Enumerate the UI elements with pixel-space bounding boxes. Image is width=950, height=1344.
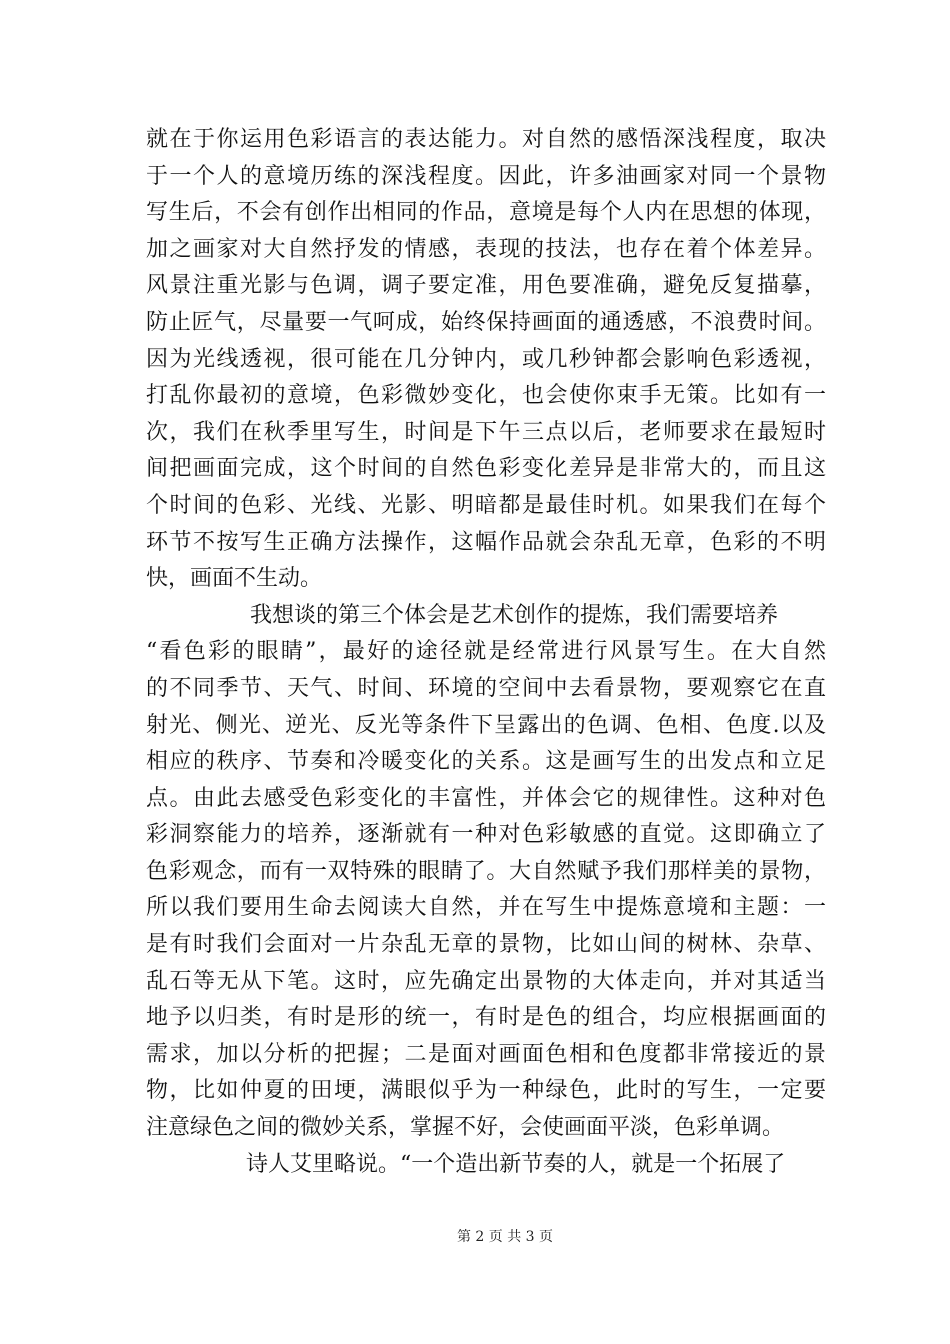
text-line: 打乱你最初的意境，色彩微妙变化，也会使你束手无策。比如有一 bbox=[146, 383, 826, 409]
text-line: 是有时我们会面对一片杂乱无章的景物，比如山间的树林、杂草、 bbox=[146, 932, 826, 958]
text-line: 加之画家对大自然抒发的情感，表现的技法，也存在着个体差异。 bbox=[146, 236, 826, 262]
text-line: 快，画面不生动。 bbox=[146, 566, 323, 592]
text-line: 的不同季节、天气、时间、环境的空间中去看景物，要观察它在直 bbox=[146, 675, 826, 701]
text-line: 色彩观念，而有一双特殊的眼睛了。大自然赋予我们那样美的景物， bbox=[146, 858, 826, 884]
text-line: 物，比如仲夏的田埂，满眼似乎为一种绿色，此时的写生，一定要 bbox=[146, 1078, 826, 1104]
text-line: 写生后，不会有创作出相同的作品，意境是每个人内在思想的体现， bbox=[146, 200, 826, 226]
text-line: 彩洞察能力的培养，逐渐就有一种对色彩敏感的直觉。这即确立了 bbox=[146, 822, 826, 848]
text-line: 个时间的色彩、光线、光影、明暗都是最佳时机。如果我们在每个 bbox=[146, 492, 826, 518]
text-line: 就在于你运用色彩语言的表达能力。对自然的感悟深浅程度，取决 bbox=[146, 127, 826, 152]
text-line: “看色彩的眼睛”，最好的途径就是经常进行风景写生。在大自然 bbox=[146, 639, 826, 665]
text-line: 因为光线透视，很可能在几分钟内，或几秒钟都会影响色彩透视， bbox=[146, 346, 826, 372]
paragraph-first-line: 诗人艾里略说。“一个造出新节奏的人，就是一个拓展了 bbox=[246, 1151, 786, 1177]
text-line: 间把画面完成，这个时间的自然色彩变化差异是非常大的，而且这 bbox=[146, 456, 826, 482]
text-line: 乱石等无从下笔。这时，应先确定出景物的大体走向，并对其适当 bbox=[146, 968, 826, 994]
text-line: 相应的秩序、节奏和冷暖变化的关系。这是画写生的出发点和立足 bbox=[146, 749, 826, 775]
text-line: 所以我们要用生命去阅读大自然，并在写生中提炼意境和主题：一 bbox=[146, 895, 826, 921]
text-line: 地予以归类，有时是形的统一，有时是色的组合，均应根据画面的 bbox=[146, 1005, 826, 1031]
page-number: 第 2 页 共 3 页 bbox=[456, 1229, 554, 1245]
paragraph-first-line: 我想谈的第三个体会是艺术创作的提炼，我们需要培养 bbox=[250, 602, 779, 628]
text-line: 风景注重光影与色调，调子要定准，用色要准确，避免反复描摹， bbox=[146, 273, 826, 299]
text-line: 于一个人的意境历练的深浅程度。因此，许多油画家对同一个景物 bbox=[146, 163, 826, 189]
text-line: 射光、侧光、逆光、反光等条件下呈露出的色调、色相、色度.以及 bbox=[146, 712, 826, 738]
text-line: 注意绿色之间的微妙关系，掌握不好，会使画面平淡，色彩单调。 bbox=[146, 1115, 785, 1141]
body-text bbox=[146, 122, 826, 1183]
text-line: 防止匠气，尽量要一气呵成，始终保持画面的通透感，不浪费时间。 bbox=[146, 309, 826, 335]
text-line: 环节不按写生正确方法操作，这幅作品就会杂乱无章，色彩的不明 bbox=[146, 529, 826, 555]
text-line: 点。由此去感受色彩变化的丰富性，并体会它的规律性。这种对色 bbox=[146, 785, 826, 811]
text-line: 次，我们在秋季里写生，时间是下午三点以后，老师要求在最短时 bbox=[146, 419, 826, 445]
text-line: 需求，加以分析的把握；二是面对画面色相和色度都非常接近的景 bbox=[146, 1041, 826, 1067]
